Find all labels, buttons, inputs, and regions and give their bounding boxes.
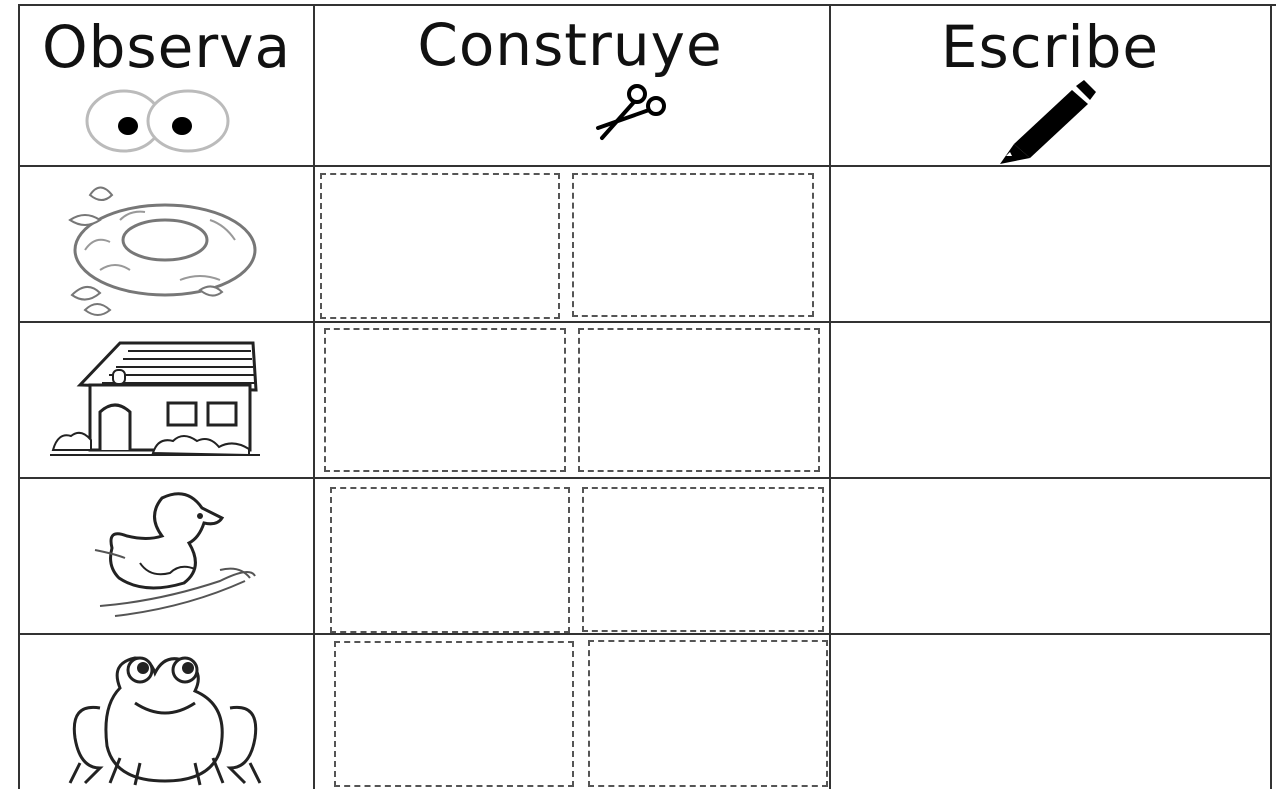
header-observe: Observa: [41, 13, 292, 81]
write-cell-2[interactable]: [832, 324, 1270, 476]
house-icon: [48, 335, 263, 460]
table-border-left: [18, 4, 20, 789]
header-write: Escribe: [940, 13, 1160, 81]
pencil-icon: [994, 80, 1098, 164]
header-build: Construye: [417, 11, 723, 79]
row-divider-1: [18, 321, 1272, 323]
eyes-icon: [84, 88, 234, 154]
build-box-3b: [582, 487, 824, 632]
duck-icon: [90, 488, 265, 623]
write-cell-3[interactable]: [832, 480, 1270, 632]
row-divider-2: [18, 477, 1272, 479]
column-divider-2: [829, 4, 831, 789]
table-border-right: [1270, 4, 1272, 789]
build-box-1a: [320, 173, 560, 319]
row-divider-3: [18, 633, 1272, 635]
write-cell-1[interactable]: [832, 168, 1270, 320]
scissors-icon: [592, 80, 672, 144]
build-box-1b: [572, 173, 814, 317]
build-box-4a: [334, 641, 574, 787]
table-border-top: [18, 4, 1276, 6]
column-divider-1: [313, 4, 315, 789]
build-box-3a: [330, 487, 570, 633]
frog-icon: [65, 648, 265, 789]
build-box-2a: [324, 328, 566, 472]
build-box-2b: [578, 328, 820, 472]
write-cell-4[interactable]: [832, 636, 1270, 789]
row-divider-header: [18, 165, 1272, 167]
build-box-4b: [588, 640, 828, 787]
bird-nest-icon: [60, 175, 270, 320]
